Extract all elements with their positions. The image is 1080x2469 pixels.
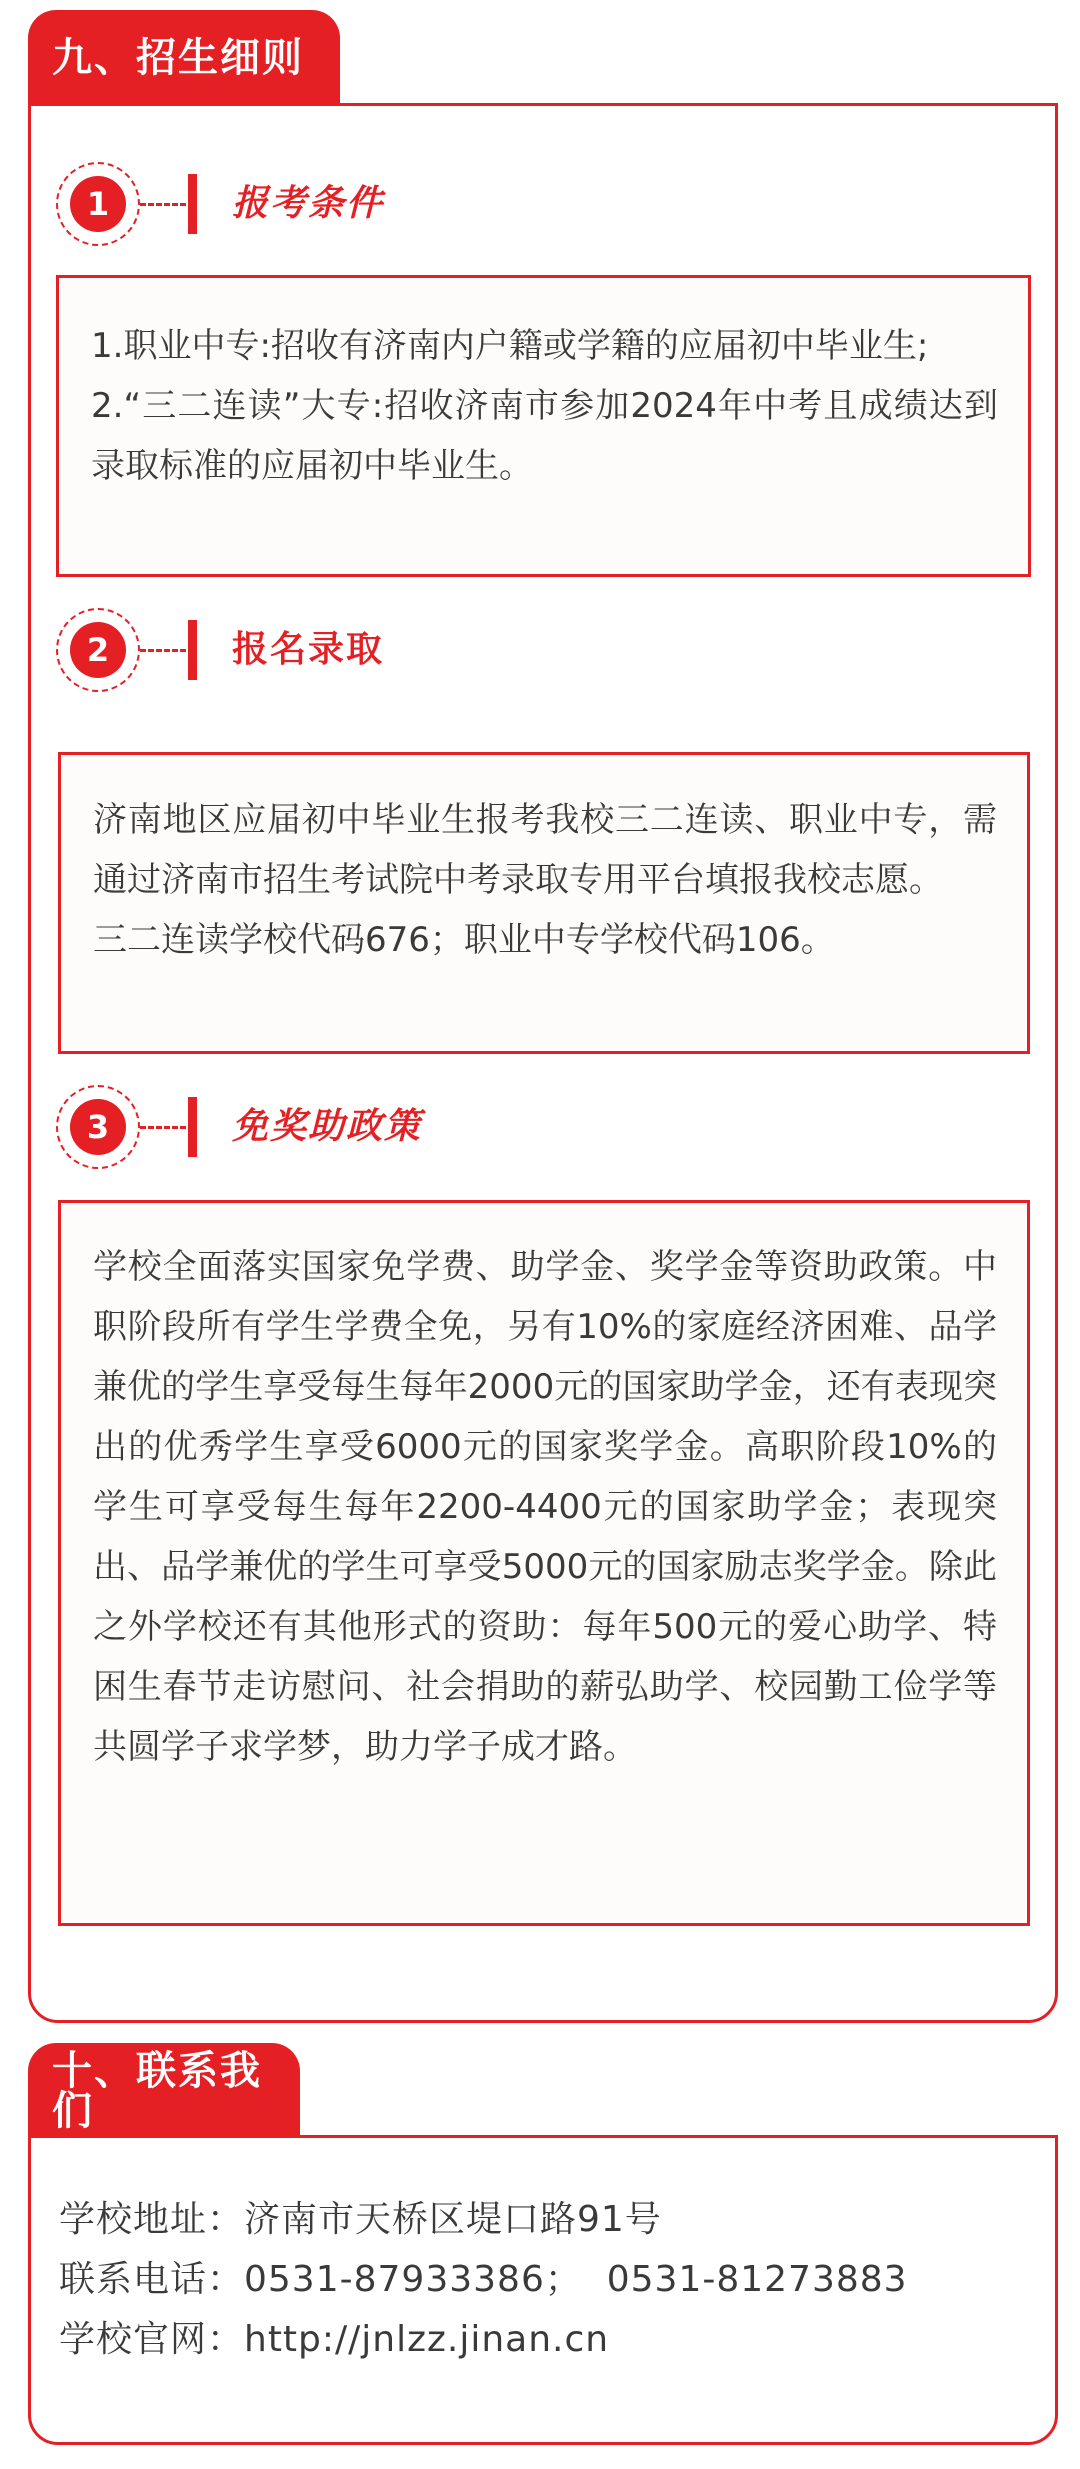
item-3-title-bar: [188, 1097, 197, 1157]
item-1-number: 1: [70, 176, 126, 232]
item-2-content-box: [58, 752, 1030, 1054]
item-2-title-bar: [188, 620, 197, 680]
item-2-connector-icon: [140, 649, 186, 652]
item-1-paragraph-2: 2.“三二连读”大专:招收济南市参加2024年中考且成绩达到录取标准的应届初中毕业生。: [91, 386, 998, 486]
item-2-title: 报名录取: [232, 629, 385, 670]
item-2-number-badge: [56, 608, 140, 692]
item-2-number: 2: [70, 622, 126, 678]
item-3-connector-icon: [140, 1126, 186, 1129]
contact-address: 学校地址：济南市天桥区堤口路91号: [59, 2199, 662, 2240]
item-1-title-bar: [188, 174, 197, 234]
item-1-number-badge: [56, 162, 140, 246]
item-3-content-box: [58, 1200, 1030, 1926]
item-1-paragraph-1: 1.职业中专:招收有济南内户籍或学籍的应届初中毕业生;: [91, 326, 929, 366]
section-10-panel: [28, 2135, 1058, 2445]
item-1-title: 报考条件: [232, 183, 385, 224]
item-2-paragraph-2: 三二连读学校代码676；职业中专学校代码106。: [93, 920, 835, 960]
item-3-title: 免奖助政策: [232, 1106, 423, 1147]
item-1-connector-icon: [140, 203, 186, 206]
section-9-title-tab: [28, 10, 340, 105]
item-3-number: 3: [70, 1099, 126, 1155]
section-9-title: 九、招生细则: [52, 34, 304, 81]
item-2-paragraph-1: 济南地区应届初中毕业生报考我校三二连读、职业中专，需通过济南市招生考试院中考录取专用平台填报我校志愿。: [93, 800, 997, 900]
item-3-paragraph-1: 学校全面落实国家免学费、助学金、奖学金等资助政策。中职阶段所有学生学费全免，另有10%的家庭经济困难、品学兼优的学生享受每生每年2000元的国家助学金，还有表现突出的优秀学生享受6000元的国家奖学金。高职阶段10%的学生可享受每生每年2200-4400元的国家助学金；表现突出、品学兼优的学生可享受5000元的国家励志奖学金。除此之外学校还有其他形式的资助：每年500元的爱心助学、特困生春节走访慰问、社会捐助的薪弘助学、校园勤工俭学等共圆学子求学梦，助力学子成才路。: [93, 1247, 997, 1767]
section-10-title: 十、联系我们: [52, 2047, 262, 2134]
contact-phone: 联系电话：0531-87933386； 0531-81273883: [59, 2259, 908, 2300]
item-3-number-badge: [56, 1085, 140, 1169]
section-10-title-tab: [28, 2043, 300, 2138]
item-1-content-box: [56, 275, 1031, 577]
contact-website[interactable]: 学校官网：http://jnlzz.jinan.cn: [59, 2319, 610, 2360]
